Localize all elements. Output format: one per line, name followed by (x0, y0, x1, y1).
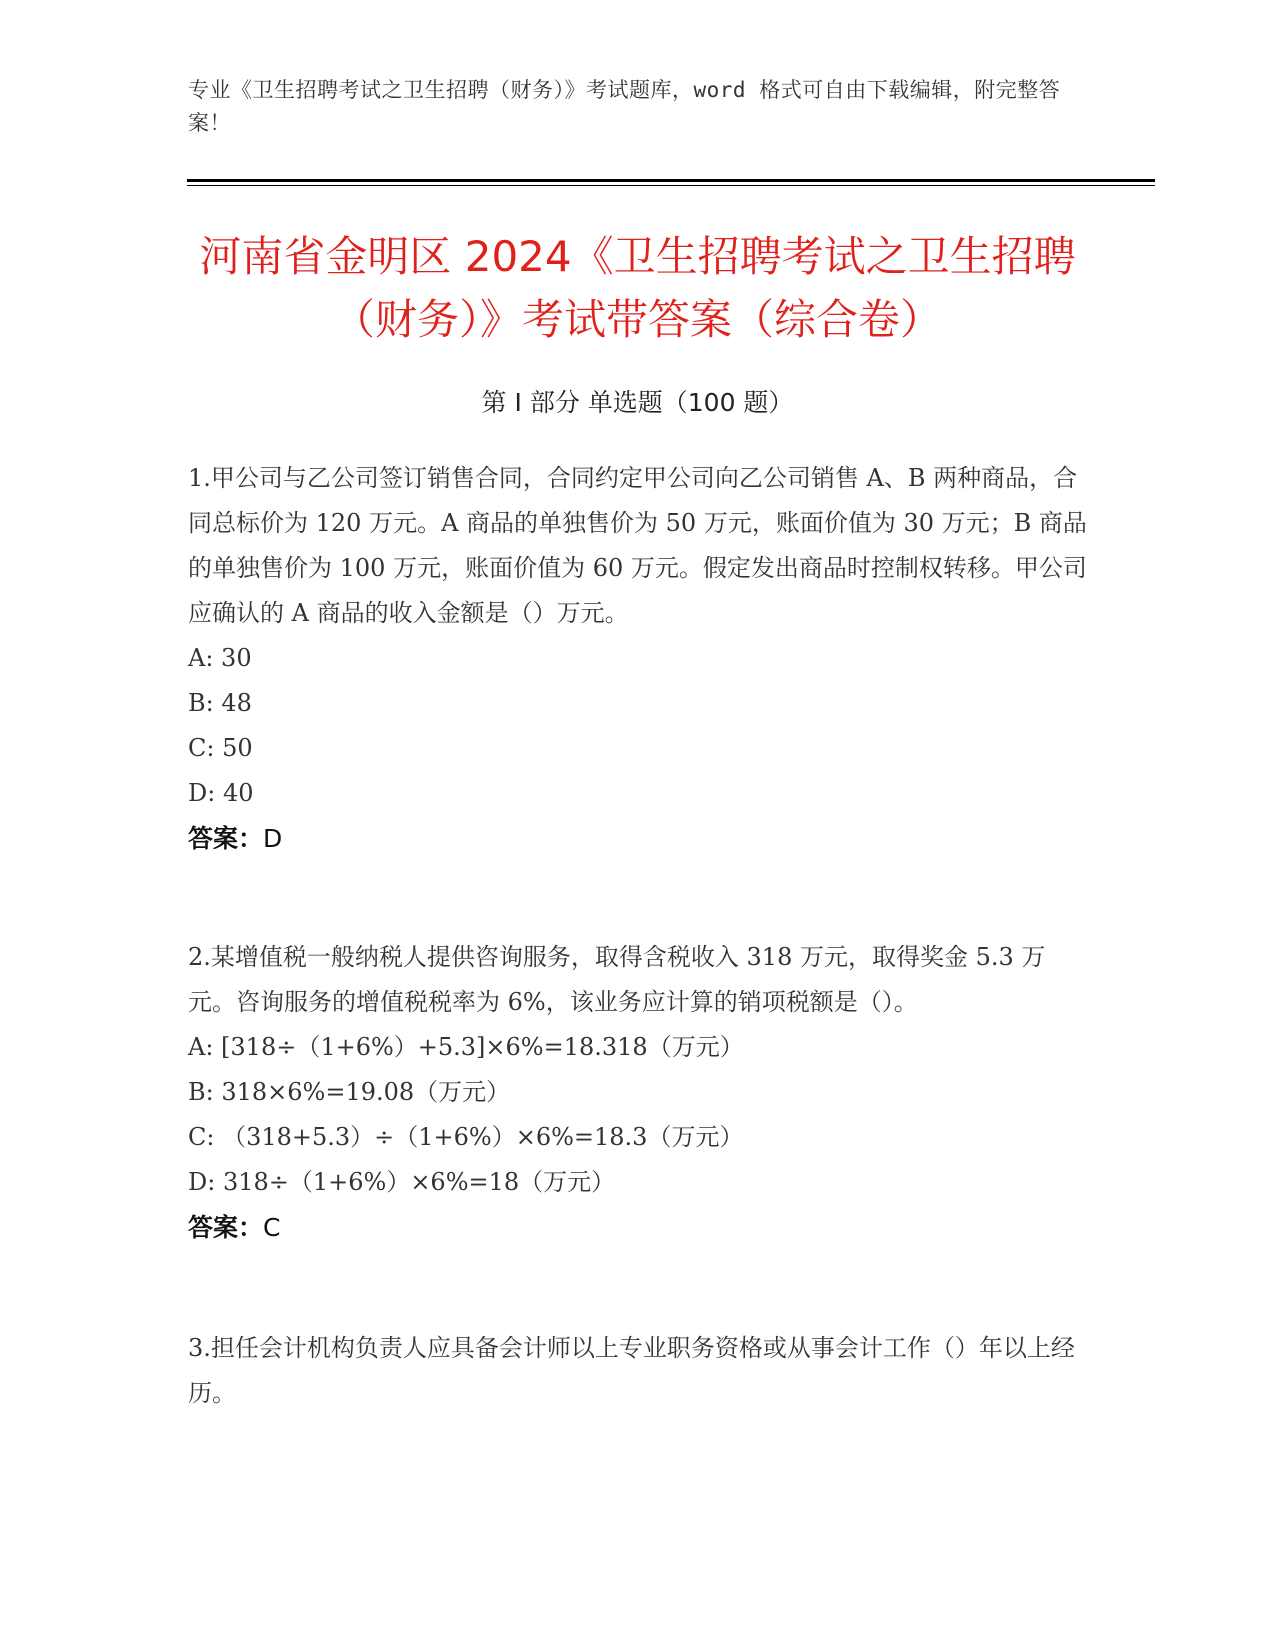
header-divider-thin (187, 185, 1155, 186)
option-c: C: 50 (188, 734, 253, 762)
question-stem: 3.担任会计机构负责人应具备会计师以上专业职务资格或从事会计工作（）年以上经历。 (188, 1334, 1075, 1407)
answer-value: D (263, 824, 283, 853)
option-c: C: （318+5.3）÷（1+6%）×6%=18.3（万元） (188, 1123, 744, 1151)
document-title: 河南省金明区 2024《卫生招聘考试之卫生招聘（财务）》考试带答案（综合卷） (199, 232, 1076, 344)
question-3 (188, 1326, 1088, 1416)
question-stem: 1.甲公司与乙公司签订销售合同，合同约定甲公司向乙公司销售 A、B 两种商品，合同总标价为 120 万元。A 商品的单独售价为 50 万元，账面价值为 30 万元；B 商品的单独售价为 100 万元，账面价值为 60 万元。假定发出商品时控制权转移。甲公司应确认的 A 商品的收入金额是（）万元。 (188, 464, 1087, 627)
answer-line (188, 1205, 1088, 1250)
answer-label: 答案： (188, 824, 264, 853)
header-divider (187, 179, 1155, 182)
option-a: A: 30 (188, 644, 252, 672)
section-heading: 第 I 部分 单选题（100 题） (481, 388, 794, 417)
question-2 (188, 935, 1088, 1250)
option-b: B: 48 (188, 689, 252, 717)
header-note: 专业《卫生招聘考试之卫生招聘（财务）》考试题库，word 格式可自由下载编辑，附完整答案！ (188, 78, 1061, 135)
option-a: A: [318÷（1+6%）+5.3]×6%=18.318（万元） (188, 1033, 744, 1061)
answer-value: C (263, 1213, 281, 1242)
question-stem: 2.某增值税一般纳税人提供咨询服务，取得含税收入 318 万元，取得奖金 5.3 万元。咨询服务的增值税税率为 6%，该业务应计算的销项税额是（）。 (188, 943, 1046, 1016)
answer-line (188, 816, 1088, 861)
option-d: D: 40 (188, 779, 254, 807)
question-1 (188, 456, 1088, 861)
answer-label: 答案： (188, 1213, 264, 1242)
option-d: D: 318÷（1+6%）×6%=18（万元） (188, 1168, 616, 1196)
option-b: B: 318×6%=19.08（万元） (188, 1078, 511, 1106)
